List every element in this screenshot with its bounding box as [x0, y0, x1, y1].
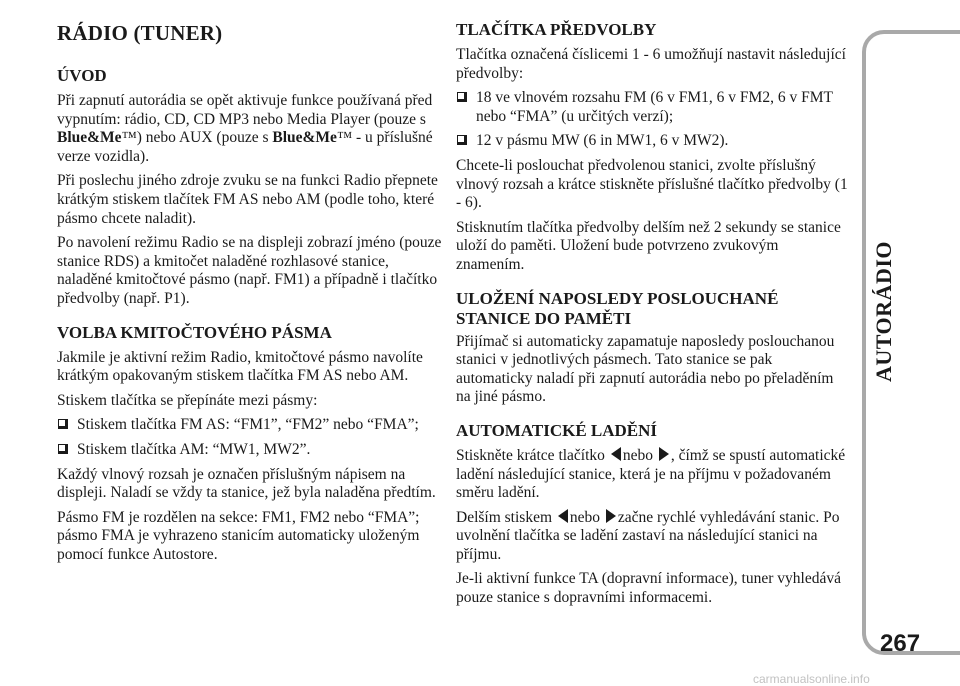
paragraph-presets-3: Stisknutím tlačítka předvolby delším než 2 sekundy se stanice uloží do paměti. Uložení bude potvrzeno zvukovým znamením. — [456, 218, 841, 273]
paragraph-last-station: Přijímač si automaticky zapamatuje naposledy poslouchanou stanici v jednotlivých pásmech. Tato stanice se pak automaticky naladí při zapnutí autorádia nebo po přeladěním na jiné pásmo. — [456, 332, 835, 406]
right-arrow-icon — [659, 447, 669, 461]
page-number: 267 — [880, 630, 921, 657]
paragraph-auto-3: Je-li aktivní funkce TA (dopravní informace), tuner vyhledává pouze stanice s dopravními informacemi. — [456, 570, 841, 607]
paragraph-band-4: Pásmo FM je rozdělen na sekce: FM1, FM2 nebo “FMA”; pásmo FMA je vyhrazeno stanicím automaticky uloženým pomocí funkce Autostore. — [57, 508, 420, 563]
heading-intro: ÚVOD — [57, 66, 107, 85]
right-arrow-icon — [606, 509, 616, 523]
left-column — [57, 20, 443, 570]
checkbox-bullet-icon — [457, 92, 467, 102]
checkbox-bullet-icon — [457, 135, 467, 145]
heading-auto-tuning: AUTOMATICKÉ LADĚNÍ — [456, 420, 658, 440]
paragraph-band-1: Jakmile je aktivní režim Radio, kmitočtové pásmo navolíte krátkým opakovaným stiskem tlačítka FM AS nebo AM. — [57, 348, 423, 385]
paragraph-band-2: Stiskem tlačítka se přepínáte mezi pásmy: — [57, 391, 318, 409]
paragraph-presets-1: Tlačítka označená číslicemi 1 - 6 umožňují nastavit následující předvolby: — [456, 46, 846, 82]
chapter-tab-label: AUTORÁDIO — [871, 240, 896, 382]
list-item: Stiskem tlačítka FM AS: “FM1”, “FM2” nebo “FMA”; — [57, 416, 443, 435]
paragraph-intro-3: Po navolení režimu Radio se na displeji zobrazí jméno (pouze stanice RDS) a kmitočet naladěné rozhlasové stanice, naladěné kmitočtové pásmo (např. FM1) a případně i tlačítko předvolby (např. P1). — [57, 234, 442, 307]
heading-last-station: ULOŽENÍ NAPOSLEDY POSLOUCHANÉ STANICE DO PAMĚTI — [456, 288, 779, 328]
checkbox-bullet-icon — [58, 419, 68, 429]
watermark: carmanualsonline.info — [753, 672, 870, 686]
checkbox-bullet-icon — [58, 444, 68, 454]
heading-presets: TLAČÍTKA PŘEDVOLBY — [456, 20, 657, 39]
page-title: RÁDIO (TUNER) — [57, 21, 223, 45]
left-arrow-icon — [611, 447, 621, 461]
paragraph-presets-2: Chcete-li poslouchat předvolenou stanici, zvolte příslušný vlnový rozsah a krátce stiskněte příslušné tlačítko předvolby (1 - 6). — [456, 156, 848, 212]
paragraph-intro-1: Při zapnutí autorádia se opět aktivuje funkce používaná před vypnutím: rádio, CD, CD MP3 nebo Media Player (pouze s Blue&Me™) nebo AUX (pouze s Blue&Me™ - u příslušné verze vozidla). — [57, 92, 433, 165]
list-item: 12 v pásmu MW (6 in MW1, 6 v MW2). — [456, 132, 848, 151]
paragraph-auto-1: Stiskněte krátce tlačítko nebo , čímž se spustí automatické ladění následující stanice, která je na příjmu v požadovaném směru ladění. — [456, 446, 846, 502]
list-item: 18 ve vlnovém rozsahu FM (6 v FM1, 6 v FM2, 6 v FMT nebo “FMA” (u určitých verzí); — [456, 89, 848, 126]
paragraph-auto-2: Delším stiskem nebo začne rychlé vyhledávání stanic. Po uvolnění tlačítka se ladění zastaví na následující stanici na příjmu. — [456, 508, 840, 563]
paragraph-band-3: Každý vlnový rozsah je označen příslušným nápisem na displeji. Naladí se vždy ta stanice, jež byla naladěna předtím. — [57, 465, 436, 502]
left-arrow-icon — [558, 509, 568, 523]
heading-band-selection: VOLBA KMITOČTOVÉHO PÁSMA — [57, 322, 332, 342]
list-item: Stiskem tlačítka AM: “MW1, MW2”. — [57, 441, 443, 460]
paragraph-intro-2: Při poslechu jiného zdroje zvuku se na funkci Radio přepnete krátkým stiskem tlačítek FM AS nebo AM (podle toho, které pásmo chcete naladit). — [57, 172, 438, 227]
right-column — [456, 20, 848, 614]
